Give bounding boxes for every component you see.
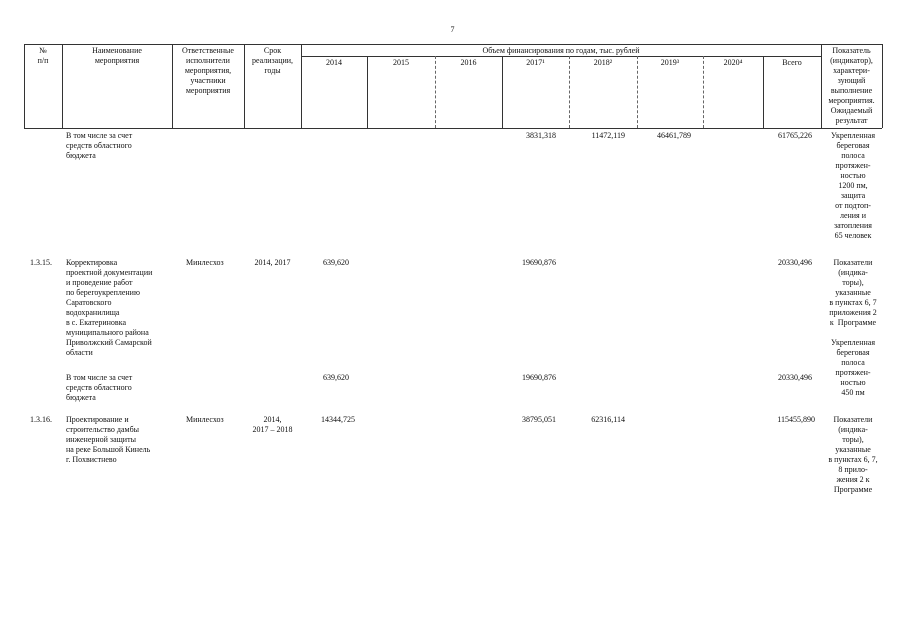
header-year-2016: 2016 <box>460 58 477 67</box>
row-indicator: Укрепленная береговая полоса протяжен- ностью 1200 пм, защита от подтоп- ления и затопления 65 человек <box>830 131 875 240</box>
header-year-2018: 2018² <box>593 58 613 67</box>
header-year-2015: 2015 <box>393 58 409 67</box>
value-2019: 46461,789 <box>657 131 691 140</box>
row-executor: Минлесхоз <box>186 415 224 424</box>
header-term: Срок реализации, годы <box>251 46 294 75</box>
row-name: Проектирование и строительство дамбы инженерной защиты на реке Большой Кинель г. Похвистнево <box>66 415 151 464</box>
row-indicator: Показатели (индика- торы), указанные в пунктах 6, 7, 8 прило- жения 2 к Программе <box>828 415 878 494</box>
header-year-2017: 2017¹ <box>526 58 545 67</box>
row-number: 1.3.15. <box>30 258 52 267</box>
header-executors: Ответственные исполнители мероприятия, участники мероприятия <box>182 46 234 95</box>
value-2018: 11472,119 <box>591 131 625 140</box>
value-total: 20330,496 <box>778 258 812 267</box>
value-2014: 639,620 <box>323 258 349 267</box>
header-year-2014: 2014 <box>326 58 342 67</box>
value-2018: 62316,114 <box>591 415 625 424</box>
value-2017: 3831,318 <box>526 131 556 140</box>
header-year-2020: 2020⁴ <box>723 58 743 67</box>
value-2017: 19690,876 <box>522 373 556 382</box>
row-term: 2014, 2017 <box>254 258 291 267</box>
header-name: Наименование мероприятия <box>92 46 142 65</box>
page-number: 7 <box>450 25 455 34</box>
value-total: 115455,890 <box>777 415 815 424</box>
value-2014: 639,620 <box>323 373 349 382</box>
header-year-2019: 2019³ <box>660 58 680 67</box>
header-finance-title: Объем финансирования по годам, тыс. рублей <box>482 46 640 55</box>
header-indicator: Показатель (индикатор), характери- зующий выполнение мероприятия. Ожидаемый результат <box>828 46 875 125</box>
row-name: Корректировка проектной документации и проведение работ по берегоукреплению Саратовского водохранилища в с. Екатериновка муниципального района Приволжский Самарской области <box>66 258 153 357</box>
row-name: В том числе за счет средств областного бюджета <box>66 131 133 160</box>
row-indicator: Показатели (индика- торы), указанные в пунктах 6, 7 приложения 2 к Программе Укрепленная береговая полоса протяжен- ностью 450 пм <box>829 258 877 397</box>
value-2017: 19690,876 <box>522 258 556 267</box>
value-total: 61765,226 <box>778 131 812 140</box>
header-total: Всего <box>782 58 802 67</box>
value-2017: 38795,051 <box>522 415 556 424</box>
row-number: 1.3.16. <box>30 415 52 424</box>
value-total: 20330,496 <box>778 373 812 382</box>
row-term: 2014, 2017 – 2018 <box>252 415 293 434</box>
header-num: № п/п <box>37 46 49 65</box>
row-name: В том числе за счет средств областного бюджета <box>66 373 133 402</box>
row-executor: Минлесхоз <box>186 258 224 267</box>
value-2014: 14344,725 <box>321 415 355 424</box>
